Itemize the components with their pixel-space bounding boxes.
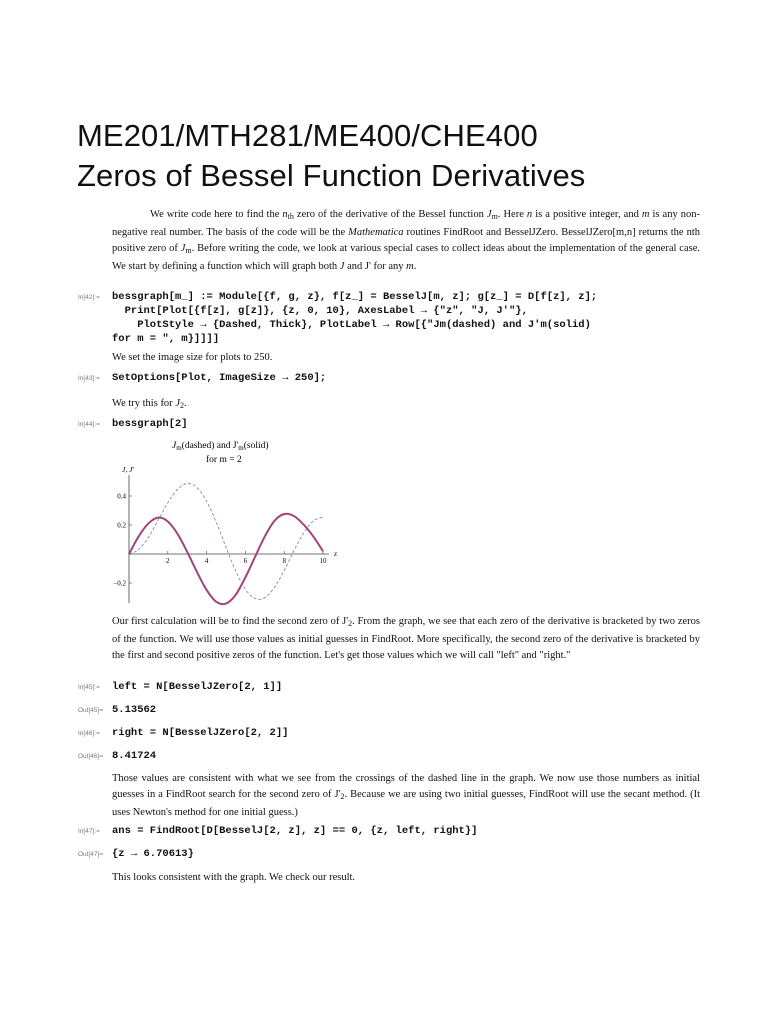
code-cell[interactable]: right = N[BesselJZero[2, 2]] xyxy=(112,727,289,739)
output-value: {z → 6.70613} xyxy=(112,848,194,860)
page-title-line-1: ME201/MTH281/ME400/CHE400 xyxy=(77,118,538,153)
x-axis-label: z xyxy=(334,549,337,558)
y-axis-label: J, J' xyxy=(122,465,135,474)
intro-paragraph: We write code here to find the $n_{th}$ zero of the derivative of the Bessel function $J_m$. Here n is a positive integer, and m is any non-negative real number. The basis of the code will be the Mathematica routines FindRoot and BesselJZero. BesselJZero[m,n] returns the nth positive zero of $J_m$. Before writing the code, we look at various special cases to collect ideas about the implementation of the general case. We start by defining a function which will graph both J and J' for any m. xyxy=(112,209,700,272)
code-cell[interactable]: left = N[BesselJZero[2, 1]] xyxy=(112,681,283,693)
input-label: In[44]:= xyxy=(78,421,100,428)
text-paragraph: Our first calculation will be to find the second zero of $J'_2$. From the graph, we see that each zero of the derivative is bracketed by two zeros of the function. We will use those values as initial guesses in FindRoot. More specifically, the second zero of the derivative is bracketed by the first and second positive zeros of the function. Let's get those values which we will call "left" and "right." xyxy=(112,616,700,661)
y-tick-label: 0.4 xyxy=(117,492,126,501)
x-tick-label: 4 xyxy=(204,557,209,565)
page-title-line-2: Zeros of Bessel Function Derivatives xyxy=(77,158,586,193)
output-label: Out[47]= xyxy=(78,851,104,858)
text-paragraph: This looks consistent with the graph. We check our result. xyxy=(112,872,356,883)
input-label: In[46]:= xyxy=(78,730,100,737)
output-value: 8.41724 xyxy=(112,750,157,762)
y-tick-label: −0.2 xyxy=(113,579,126,588)
y-tick-label: 0.2 xyxy=(117,521,126,530)
x-tick-label: 8 xyxy=(282,557,286,565)
code-cell[interactable]: SetOptions[Plot, ImageSize → 250]; xyxy=(112,372,327,384)
text-paragraph: Those values are consistent with what we see from the crossings of the dashed line in the graph. We now use those numbers as initial guesses in a FindRoot search for the second zero of $J'_2$. Because we are using two initial guesses, FindRoot will use the secant method. (It uses Newton's method for one initial guess.) xyxy=(112,773,700,818)
series-line-dashed xyxy=(129,483,323,599)
input-label: In[47]:= xyxy=(78,828,100,835)
output-label: Out[45]= xyxy=(78,707,104,714)
code-cell[interactable]: ans = FindRoot[D[BesselJ[2, z], z] == 0, {z, left, right}] xyxy=(112,825,478,837)
input-label: In[43]:= xyxy=(78,375,100,382)
input-label: In[42]:= xyxy=(78,294,100,301)
plot-label-line-2: for m = 2 xyxy=(206,455,242,465)
series-line-solid xyxy=(129,514,323,604)
text-paragraph: We try this for $J_2$. xyxy=(112,398,187,410)
input-label: In[45]:= xyxy=(78,684,100,691)
bessel-plot xyxy=(112,432,352,610)
code-cell[interactable]: bessgraph[m_] := Module[{f, g, z}, f[z_] = BesselJ[m, z]; g[z_] = D[f[z], z]; Print[Plot[{f[z], g[z]}, {z, 0, 10}, AxesLabel → {"z", "J, J'"}, PlotStyle → {Dashed, Thick}, PlotLabel → Row[{"Jm(dashed) and J'm(solid) for m = ", m}]]]] xyxy=(112,291,598,345)
text-paragraph: We set the image size for plots to 250. xyxy=(112,352,273,363)
output-value: 5.13562 xyxy=(112,704,157,716)
code-cell[interactable]: bessgraph[2] xyxy=(112,418,188,430)
output-label: Out[46]= xyxy=(78,753,104,760)
x-tick-label: 2 xyxy=(166,557,170,565)
x-tick-label: 6 xyxy=(243,557,248,565)
x-tick-label: 10 xyxy=(319,557,327,565)
plot-label-line-1: $J_m(dashed)$ and $J'_m(solid)$ xyxy=(172,441,269,452)
